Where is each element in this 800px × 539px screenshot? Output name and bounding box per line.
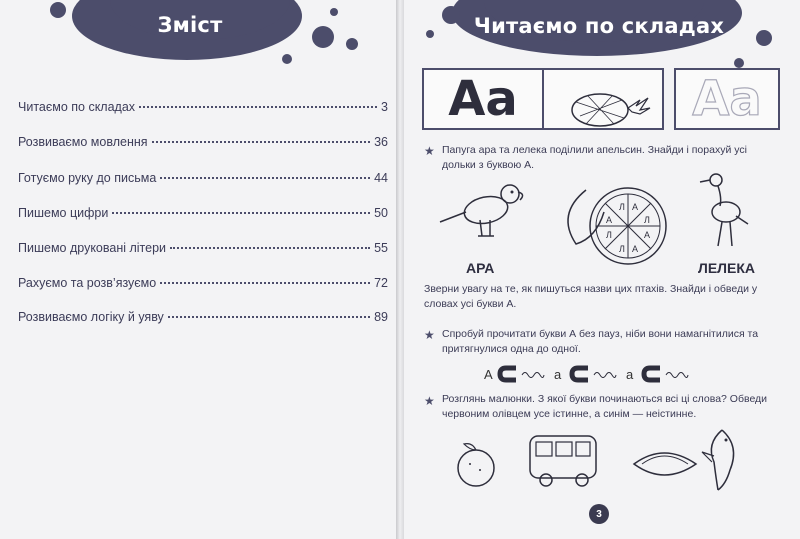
svg-text:А: А bbox=[644, 230, 651, 240]
toc-row-page: 89 bbox=[374, 310, 388, 324]
magnet-icon bbox=[570, 365, 590, 383]
star-icon: ★ bbox=[424, 144, 435, 158]
task-1-followup: Зверни увагу на те, як пишуться назви цих птахів. Знайди і обведи у словах усі букви А. bbox=[424, 283, 758, 310]
toc-row[interactable] bbox=[18, 241, 388, 261]
toc-row[interactable] bbox=[18, 206, 388, 226]
toc-row-page: 50 bbox=[374, 206, 388, 220]
svg-text:А: А bbox=[632, 244, 639, 254]
melon-slice-icon bbox=[630, 446, 700, 486]
svg-text:А: А bbox=[632, 202, 639, 212]
svg-text:Л: Л bbox=[619, 202, 625, 212]
decor-bubble bbox=[426, 30, 434, 38]
wave-icon bbox=[594, 370, 616, 380]
magnet-icon bbox=[498, 365, 518, 383]
decor-bubble bbox=[282, 54, 292, 64]
wave-icon bbox=[522, 370, 544, 380]
shark-icon bbox=[700, 426, 750, 496]
toc-dots bbox=[160, 177, 370, 179]
toc-row-title: Пишемо друковані літери bbox=[18, 241, 167, 255]
decor-bubble bbox=[442, 6, 460, 24]
bird-name-ara: АРА bbox=[466, 260, 495, 276]
toc-dots bbox=[152, 141, 371, 143]
toc-row-title: Пишемо цифри bbox=[18, 206, 109, 220]
decor-bubble bbox=[346, 38, 358, 50]
toc-dots bbox=[112, 212, 370, 214]
letter-box-pineapple bbox=[542, 68, 664, 130]
bird-name-leleka: ЛЕЛЕКА bbox=[698, 260, 755, 276]
task-1-text: Папуга ара та лелека поділили апельсин. Знайди і порахуй усі дольки з буквою А. bbox=[442, 144, 747, 171]
toc-dots bbox=[168, 316, 370, 318]
decor-bubble bbox=[734, 58, 744, 68]
toc-dots bbox=[160, 282, 370, 284]
decor-bubble bbox=[756, 30, 772, 46]
toc-dots bbox=[170, 247, 370, 249]
trace-letters: Aa bbox=[692, 71, 762, 127]
toc-row-title: Читаємо по складах bbox=[18, 100, 136, 114]
decor-bubble bbox=[50, 2, 66, 18]
star-icon: ★ bbox=[424, 394, 435, 408]
syllable-letter: а bbox=[626, 367, 634, 382]
magnet-icon bbox=[642, 365, 662, 383]
toc-row-title: Готуємо руку до письма bbox=[18, 171, 157, 185]
orange-slices-icon bbox=[556, 168, 666, 272]
toc-row-page: 3 bbox=[381, 100, 388, 114]
syllable-chain bbox=[484, 364, 704, 386]
toc-row-page: 55 bbox=[374, 241, 388, 255]
parrot-icon bbox=[438, 170, 538, 250]
toc-row-title: Рахуємо та розв’язуємо bbox=[18, 276, 157, 290]
left-page bbox=[0, 0, 398, 539]
big-letters: Aa bbox=[448, 71, 518, 127]
wave-icon bbox=[666, 370, 688, 380]
decor-bubble bbox=[330, 8, 338, 16]
page-number-badge: 3 bbox=[589, 504, 609, 524]
task-2-text: Спробуй прочитати букви А без пауз, ніби вони намагнітилися та притягнулися одна до одної. bbox=[442, 328, 759, 355]
pineapple-icon bbox=[544, 70, 666, 132]
toc-row[interactable] bbox=[18, 276, 388, 296]
svg-text:Л: Л bbox=[644, 215, 650, 225]
toc-row[interactable] bbox=[18, 310, 388, 330]
toc-title: Зміст bbox=[157, 13, 223, 37]
toc-row[interactable] bbox=[18, 171, 388, 191]
toc-row-page: 36 bbox=[374, 135, 388, 149]
letter-box-aa bbox=[422, 68, 544, 130]
svg-text:А: А bbox=[606, 215, 613, 225]
toc-row-page: 44 bbox=[374, 171, 388, 185]
toc-row[interactable] bbox=[18, 100, 388, 120]
letter-box-trace bbox=[674, 68, 780, 130]
syllable-letter: А bbox=[484, 367, 493, 382]
page-title: Читаємо по складах bbox=[473, 14, 725, 38]
decor-bubble bbox=[312, 26, 334, 48]
syllable-letter: а bbox=[554, 367, 562, 382]
svg-text:Л: Л bbox=[619, 244, 625, 254]
svg-text:Л: Л bbox=[606, 230, 612, 240]
stork-icon bbox=[698, 166, 758, 256]
toc-dots bbox=[139, 106, 377, 108]
toc-row-title: Розвиваємо мовлення bbox=[18, 135, 148, 149]
tangerine-icon bbox=[452, 440, 502, 490]
bus-icon bbox=[524, 432, 604, 492]
toc-row[interactable] bbox=[18, 135, 388, 155]
toc-row-title: Розвиваємо логіку й уяву bbox=[18, 310, 164, 324]
star-icon: ★ bbox=[424, 328, 435, 342]
task-3-text: Розглянь малюнки. З якої букви починаються всі ці слова? Обведи червоним олівцем усе істинне, а синім — неістинне. bbox=[442, 393, 768, 420]
toc-row-page: 72 bbox=[374, 276, 388, 290]
